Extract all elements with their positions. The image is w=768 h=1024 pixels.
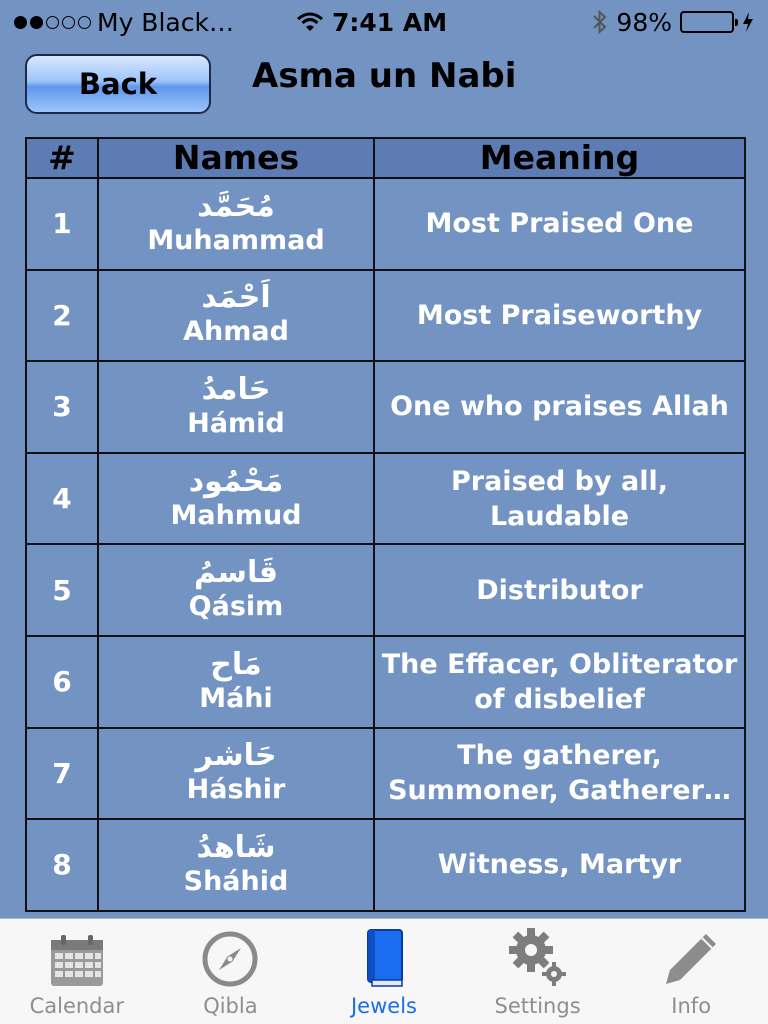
pencil-icon [662, 930, 720, 988]
row-name-cell [98, 361, 374, 453]
row-number: 2 [26, 270, 98, 362]
tab-label: Settings [494, 994, 581, 1018]
column-header-names: Names [98, 138, 374, 178]
row-number: 7 [26, 728, 98, 820]
row-number: 5 [26, 544, 98, 636]
table-row[interactable] [26, 544, 745, 636]
arabic-name: حَاشر [195, 738, 277, 774]
row-name-cell [98, 453, 374, 545]
table-row[interactable] [26, 453, 745, 545]
charging-icon [742, 11, 754, 33]
row-meaning: Praised by all, Laudable [374, 453, 745, 545]
row-number: 4 [26, 453, 98, 545]
carrier-area [14, 8, 234, 37]
row-name-cell [98, 178, 374, 270]
row-meaning: The Effacer, Obliterator of disbelief [374, 636, 745, 728]
row-name-cell [98, 819, 374, 911]
arabic-name: شَاهدُ [196, 829, 276, 865]
tab-bar [0, 918, 768, 1024]
bluetooth-icon [592, 9, 608, 35]
row-number: 8 [26, 819, 98, 911]
signal-strength-icon [14, 16, 91, 29]
transliterated-name: Mahmud [170, 499, 302, 531]
tab-settings[interactable] [461, 919, 615, 1024]
table-header-row [26, 138, 745, 178]
row-meaning: Distributor [374, 544, 745, 636]
transliterated-name: Háshir [186, 774, 286, 806]
row-meaning: The gatherer, Summoner, Gatherer… [374, 728, 745, 820]
row-name-cell [98, 270, 374, 362]
back-button[interactable]: Back [25, 54, 211, 114]
arabic-name: مَحْمُود [188, 463, 284, 499]
table-row[interactable] [26, 361, 745, 453]
battery-icon [680, 11, 734, 33]
row-meaning: One who praises Allah [374, 361, 745, 453]
table-row[interactable] [26, 728, 745, 820]
transliterated-name: Máhi [199, 682, 273, 714]
compass-icon [201, 930, 259, 988]
battery-percent: 98% [616, 7, 672, 37]
row-number: 3 [26, 361, 98, 453]
gear-icon [507, 926, 569, 988]
table-row[interactable] [26, 270, 745, 362]
tab-label: Qibla [203, 994, 258, 1018]
names-table [25, 137, 746, 912]
tab-qibla[interactable] [154, 919, 308, 1024]
row-number: 1 [26, 178, 98, 270]
status-time: 7:41 AM [332, 7, 448, 37]
column-header-meaning: Meaning [374, 138, 745, 178]
tab-info[interactable] [614, 919, 768, 1024]
row-meaning: Witness, Martyr [374, 819, 745, 911]
arabic-name: قَاسمُ [194, 555, 278, 591]
row-name-cell [98, 728, 374, 820]
tab-label: Info [671, 994, 712, 1018]
wifi-icon [296, 11, 324, 33]
transliterated-name: Ahmad [183, 316, 289, 348]
table-row[interactable] [26, 636, 745, 728]
transliterated-name: Muhammad [147, 224, 325, 256]
tab-calendar[interactable] [0, 919, 154, 1024]
status-right [592, 8, 754, 37]
transliterated-name: Hámid [187, 407, 285, 439]
arabic-name: مَاح [210, 646, 262, 682]
tab-jewels[interactable] [307, 919, 461, 1024]
column-header-number: # [26, 138, 98, 178]
transliterated-name: Sháhid [183, 865, 289, 897]
row-meaning: Most Praiseworthy [374, 270, 745, 362]
row-name-cell [98, 544, 374, 636]
transliterated-name: Qásim [188, 591, 284, 623]
page-title: Asma un Nabi [252, 56, 517, 96]
arabic-name: اَحْمَد [201, 280, 271, 316]
tab-label: Jewels [350, 994, 417, 1018]
carrier-name: My Black… [97, 7, 234, 37]
row-name-cell [98, 636, 374, 728]
arabic-name: مُحَمَّد [197, 188, 275, 224]
row-meaning: Most Praised One [374, 178, 745, 270]
table-row[interactable] [26, 178, 745, 270]
status-bar [0, 0, 768, 44]
book-icon [362, 928, 406, 988]
status-center [296, 8, 447, 37]
arabic-name: حَامدُ [201, 371, 271, 407]
table-row[interactable] [26, 819, 745, 911]
row-number: 6 [26, 636, 98, 728]
tab-label: Calendar [29, 994, 125, 1018]
calendar-icon [49, 934, 105, 988]
